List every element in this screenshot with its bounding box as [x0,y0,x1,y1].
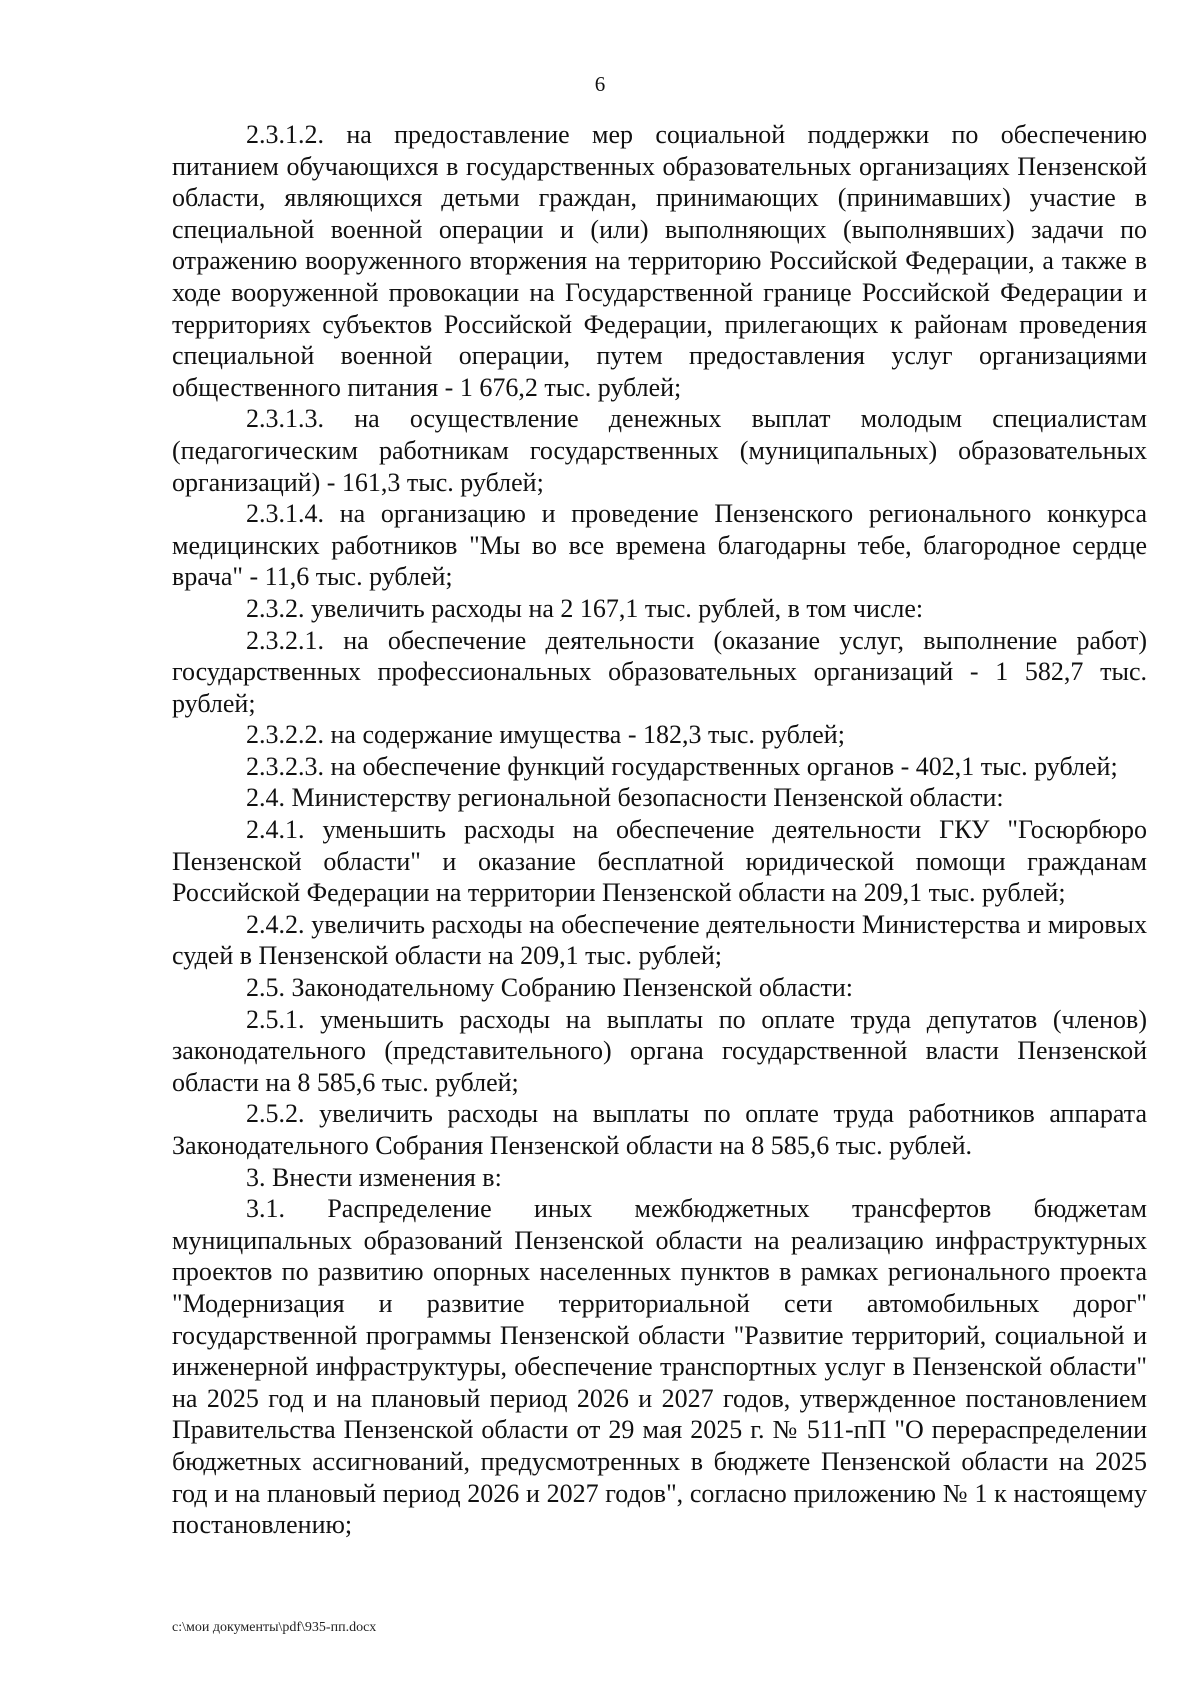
paragraph-2-3-2-1: 2.3.2.1. на обеспечение деятельности (оказание услуг, выполнение работ) государственных профессиональных образовательных организаций - 1 582,7 тыс. рублей; [172,625,1147,718]
paragraph-2-3-1-3: 2.3.1.3. на осуществление денежных выплат молодым специалистам (педагогическим работникам государственных (муниципальных) образовательных организаций) - 161,3 тыс. рублей; [172,404,1147,497]
paragraph-3: 3. Внести изменения в: [246,1162,502,1192]
document-body [172,119,1147,1541]
paragraph-2-3-2-3: 2.3.2.3. на обеспечение функций государственных органов - 402,1 тыс. рублей; [246,751,1118,781]
page-number: 6 [594,72,606,96]
paragraph-2-3-1-4: 2.3.1.4. на организацию и проведение Пензенского регионального конкурса медицинских работников "Мы во все времена благодарны тебе, благородное сердце врача" - 11,6 тыс. рублей; [172,499,1147,592]
paragraph-2-5: 2.5. Законодательному Собранию Пензенской области: [246,973,853,1003]
paragraph-2-3-2-2: 2.3.2.2. на содержание имущества - 182,3 тыс. рублей; [246,720,845,750]
paragraph-2-4-1: 2.4.1. уменьшить расходы на обеспечение деятельности ГКУ "Госюрбюро Пензенской области" и оказание бесплатной юридической помощи гражданам Российской Федерации на территории Пензенской области на 209,1 тыс. рублей; [172,815,1147,908]
paragraph-2-4: 2.4. Министерству региональной безопасности Пензенской области: [246,783,1004,813]
paragraph-3-1: 3.1. Распределение иных межбюджетных трансфертов бюджетам муниципальных образований Пензенской области на реализацию инфраструктурных проектов по развитию опорных населенных пунктов в рамках регионального проекта "Модернизация и развитие территориальной сети автомобильных дорог" государственной программы Пензенской области "Развитие территорий, социальной и инженерной инфраструктуры, обеспечение транспортных услуг в Пензенской области" на 2025 год и на плановый период 2026 и 2027 годов, утвержденное постановлением Правительства Пензенской области от 29 мая 2025 г. № 511-пП "О перераспределении бюджетных ассигнований, предусмотренных в бюджете Пензенской области на 2025 год и на плановый период 2026 и 2027 годов", согласно приложению № 1 к настоящему постановлению; [172,1194,1147,1540]
paragraph-2-4-2: 2.4.2. увеличить расходы на обеспечение деятельности Министерства и мировых судей в Пензенской области на 209,1 тыс. рублей; [172,909,1147,971]
paragraph-2-5-1: 2.5.1. уменьшить расходы на выплаты по оплате труда депутатов (членов) законодательного (представительного) органа государственной власти Пензенской области на 8 585,6 тыс. рублей; [172,1004,1147,1097]
paragraph-2-5-2: 2.5.2. увеличить расходы на выплаты по оплате труда работников аппарата Законодательного Собрания Пензенской области на 8 585,6 тыс. рублей. [172,1099,1147,1160]
file-path-footer: c:\мои документы\pdf\935-пп.docx [172,1620,377,1635]
paragraph-2-3-2: 2.3.2. увеличить расходы на 2 167,1 тыс. рублей, в том числе: [246,593,924,623]
paragraph-2-3-1-2: 2.3.1.2. на предоставление мер социальной поддержки по обеспечению питанием обучающихся в государственных образовательных организациях Пензенской области, являющихся детьми граждан, принимающих (принимавших) участие в специальной военной операции и (или) выполняющих (выполнявших) задачи по отражению вооруженного вторжения на территорию Российской Федерации, а также в ходе вооруженной провокации на Государственной границе Российской Федерации и территориях субъектов Российской Федерации, прилегающих к районам проведения специальной военной операции, путем предоставления услуг организациями общественного питания - 1 676,2 тыс. рублей; [172,120,1147,402]
